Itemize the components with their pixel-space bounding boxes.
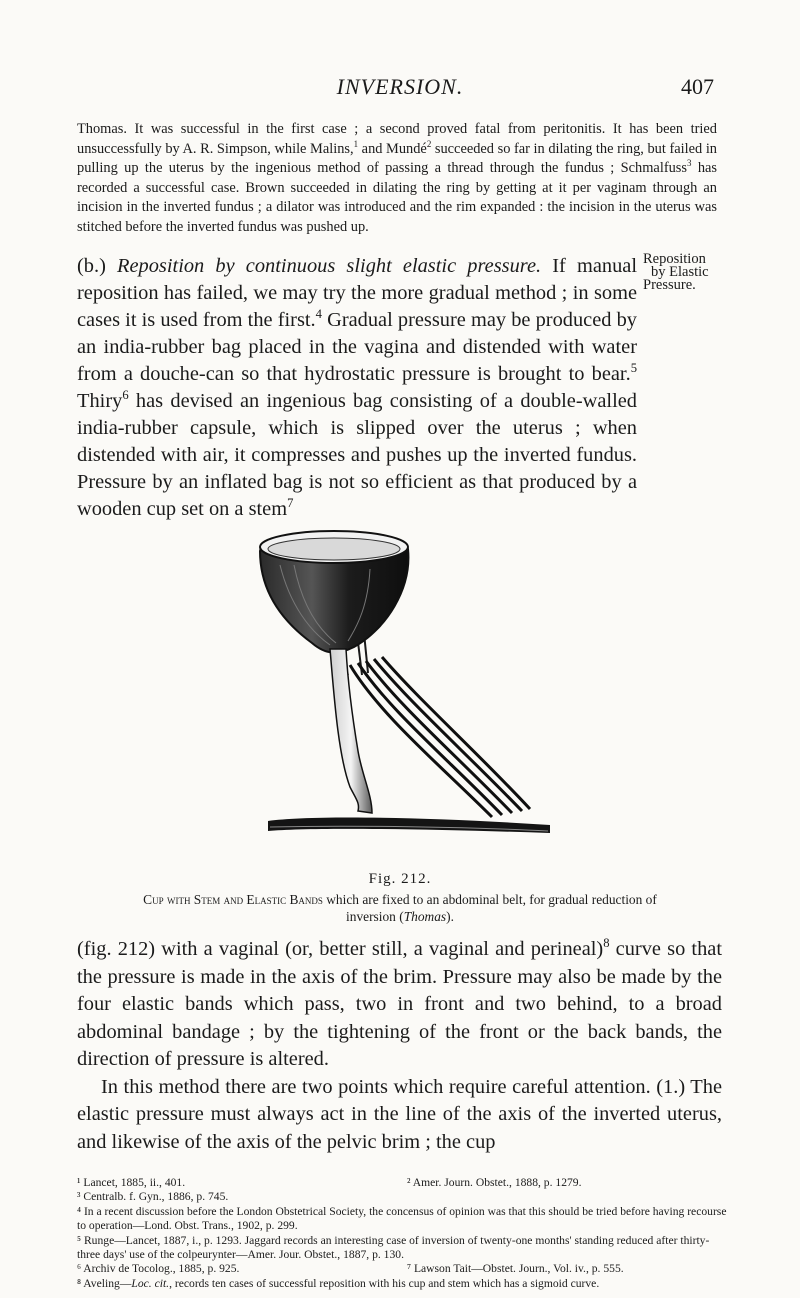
paragraph-3: In this method there are two points which require careful attention. (1.) The elastic pressure must always act in the line of the axis of the inverted uterus, and likewise of the axis of the pelvic brim ; the cup <box>77 1075 722 1153</box>
caption-text: which are fixed to an abdominal belt, for gradual reduction of inversion ( <box>322 892 657 924</box>
section-b-text: has devised an ingenious bag consisting of a double-walled india-rubber capsule, which is slipped over the uterus ; when distended with air, it compresses and pushes up the inverted fundus. Pressure by an inflated bag is not so efficient as that produced by a wooden cup set on a stem <box>77 390 637 520</box>
figure-caption <box>120 891 680 925</box>
footnote-ref-7: 7 <box>287 496 294 511</box>
body-text <box>77 936 722 1156</box>
paragraph-1-text: Thomas. It was successful in the first case ; a second proved fatal from peritonitis. It has been tried unsuccessfully by A. R. Simpson, while Malins, <box>77 121 717 157</box>
running-head <box>0 74 800 104</box>
footnote-5: ⁵ Runge—Lancet, 1887, i., p. 1293. Jaggard records an interesting case of inversion of twenty-one months' standing reduced after thirty-three days' use of the colpeurynter—Amer. Jour. Obstet., 1887, p. 130. <box>77 1233 710 1262</box>
footnote-6: ⁶ Archiv de Tocolog., 1885, p. 925. <box>77 1262 240 1276</box>
section-label: (b.) <box>77 255 118 277</box>
footnote-8-text: , records ten cases of successful reposition with his cup and stem which has a sigmoid curve. <box>169 1276 600 1290</box>
running-title: INVERSION. <box>336 74 464 99</box>
paragraph-2-text: curve so that the pressure is made in the axis of the brim. Pressure may also be made by the four elastic bands which pass, two in front and two behind, to a broad abdominal bandage ; by the tightening of the front or the back bands, the direction of pressure is altered. <box>77 938 723 1070</box>
margin-note-line: by Elastic <box>651 263 709 280</box>
footnote-ref-5: 5 <box>630 361 637 376</box>
figure-cup-with-stem <box>230 525 570 855</box>
cup-stem-illustration <box>230 525 570 855</box>
footnote-ref-6: 6 <box>122 388 129 403</box>
section-b-text: If manual reposition has failed, we may try the more gradual method ; in some cases it is used from the first. <box>77 255 637 331</box>
paragraph-1-text: succeeded so far in dilating the ring, but failed in pulling up the uterus by the ingenious method of passing a thread through the fundus ; Schmalfuss <box>77 140 718 177</box>
paragraph-1-text: and Mundé <box>358 140 427 157</box>
margin-note <box>643 253 773 291</box>
footnote-ref-1: 1 <box>353 138 359 149</box>
margin-note-line: Pressure. <box>643 276 696 293</box>
stem-base <box>268 818 550 833</box>
footnote-ref-2: 2 <box>426 138 432 149</box>
section-b-paragraph <box>77 253 637 523</box>
cup-inner <box>268 538 400 560</box>
margin-note-line: Reposition <box>643 251 706 267</box>
section-b-text: Thiry <box>77 390 123 412</box>
paragraph-2-text: (fig. 212) with a vaginal (or, better still, a vaginal and perineal) <box>77 938 604 960</box>
page-number: 407 <box>681 74 714 99</box>
figure-label: Fig. 212. <box>368 871 432 887</box>
footnote-row <box>77 1176 727 1190</box>
footnote-8-text: ⁸ Aveling— <box>77 1276 132 1290</box>
footnotes <box>77 1176 727 1291</box>
footnote-row <box>77 1262 727 1276</box>
footnote-4: ⁴ In a recent discussion before the London Obstetrical Society, the concensus of opinion was that this should be tried before having recourse to operation—Lond. Obst. Trans., 1902, p. 299. <box>77 1204 727 1233</box>
footnote-2: ² Amer. Journ. Obstet., 1888, p. 1279. <box>407 1176 582 1189</box>
footnote-ref-4: 4 <box>315 307 322 322</box>
caption-italic: Thomas <box>403 909 447 924</box>
lower-bands <box>350 657 530 817</box>
paragraph-1 <box>77 120 717 238</box>
section-heading: Reposition by continuous slight elastic pressure. <box>117 255 542 277</box>
footnote-3: ³ Centralb. f. Gyn., 1886, p. 745. <box>77 1190 229 1204</box>
paragraph-2 <box>77 936 722 1074</box>
footnote-8-italic: Loc. cit. <box>131 1276 170 1290</box>
footnote-7: ⁷ Lawson Tait—Obstet. Journ., Vol. iv., p. 555. <box>407 1262 624 1276</box>
section-b-text: Gradual pressure may be produced by an india-rubber bag placed in the vagina and distended with water from a douche-can so that hydrostatic pressure is brought to bear. <box>77 309 637 385</box>
footnote-ref-3: 3 <box>687 158 692 169</box>
caption-end: ). <box>446 909 454 924</box>
footnote-8 <box>77 1277 727 1291</box>
caption-smallcaps: Cup with Stem and Elastic Bands <box>143 892 323 907</box>
footnote-1: ¹ Lancet, 1885, ii., 401. <box>77 1176 186 1189</box>
footnote-ref-8: 8 <box>603 936 610 951</box>
paragraph-1-text: has recorded a successful case. Brown succeeded in dilating the ring by getting at it per vaginam through an incision in the inverted fundus ; a dilator was introduced and the rim expanded : the incision in the uterus was stitched before the inverted fundus was pushed up. <box>77 160 718 235</box>
